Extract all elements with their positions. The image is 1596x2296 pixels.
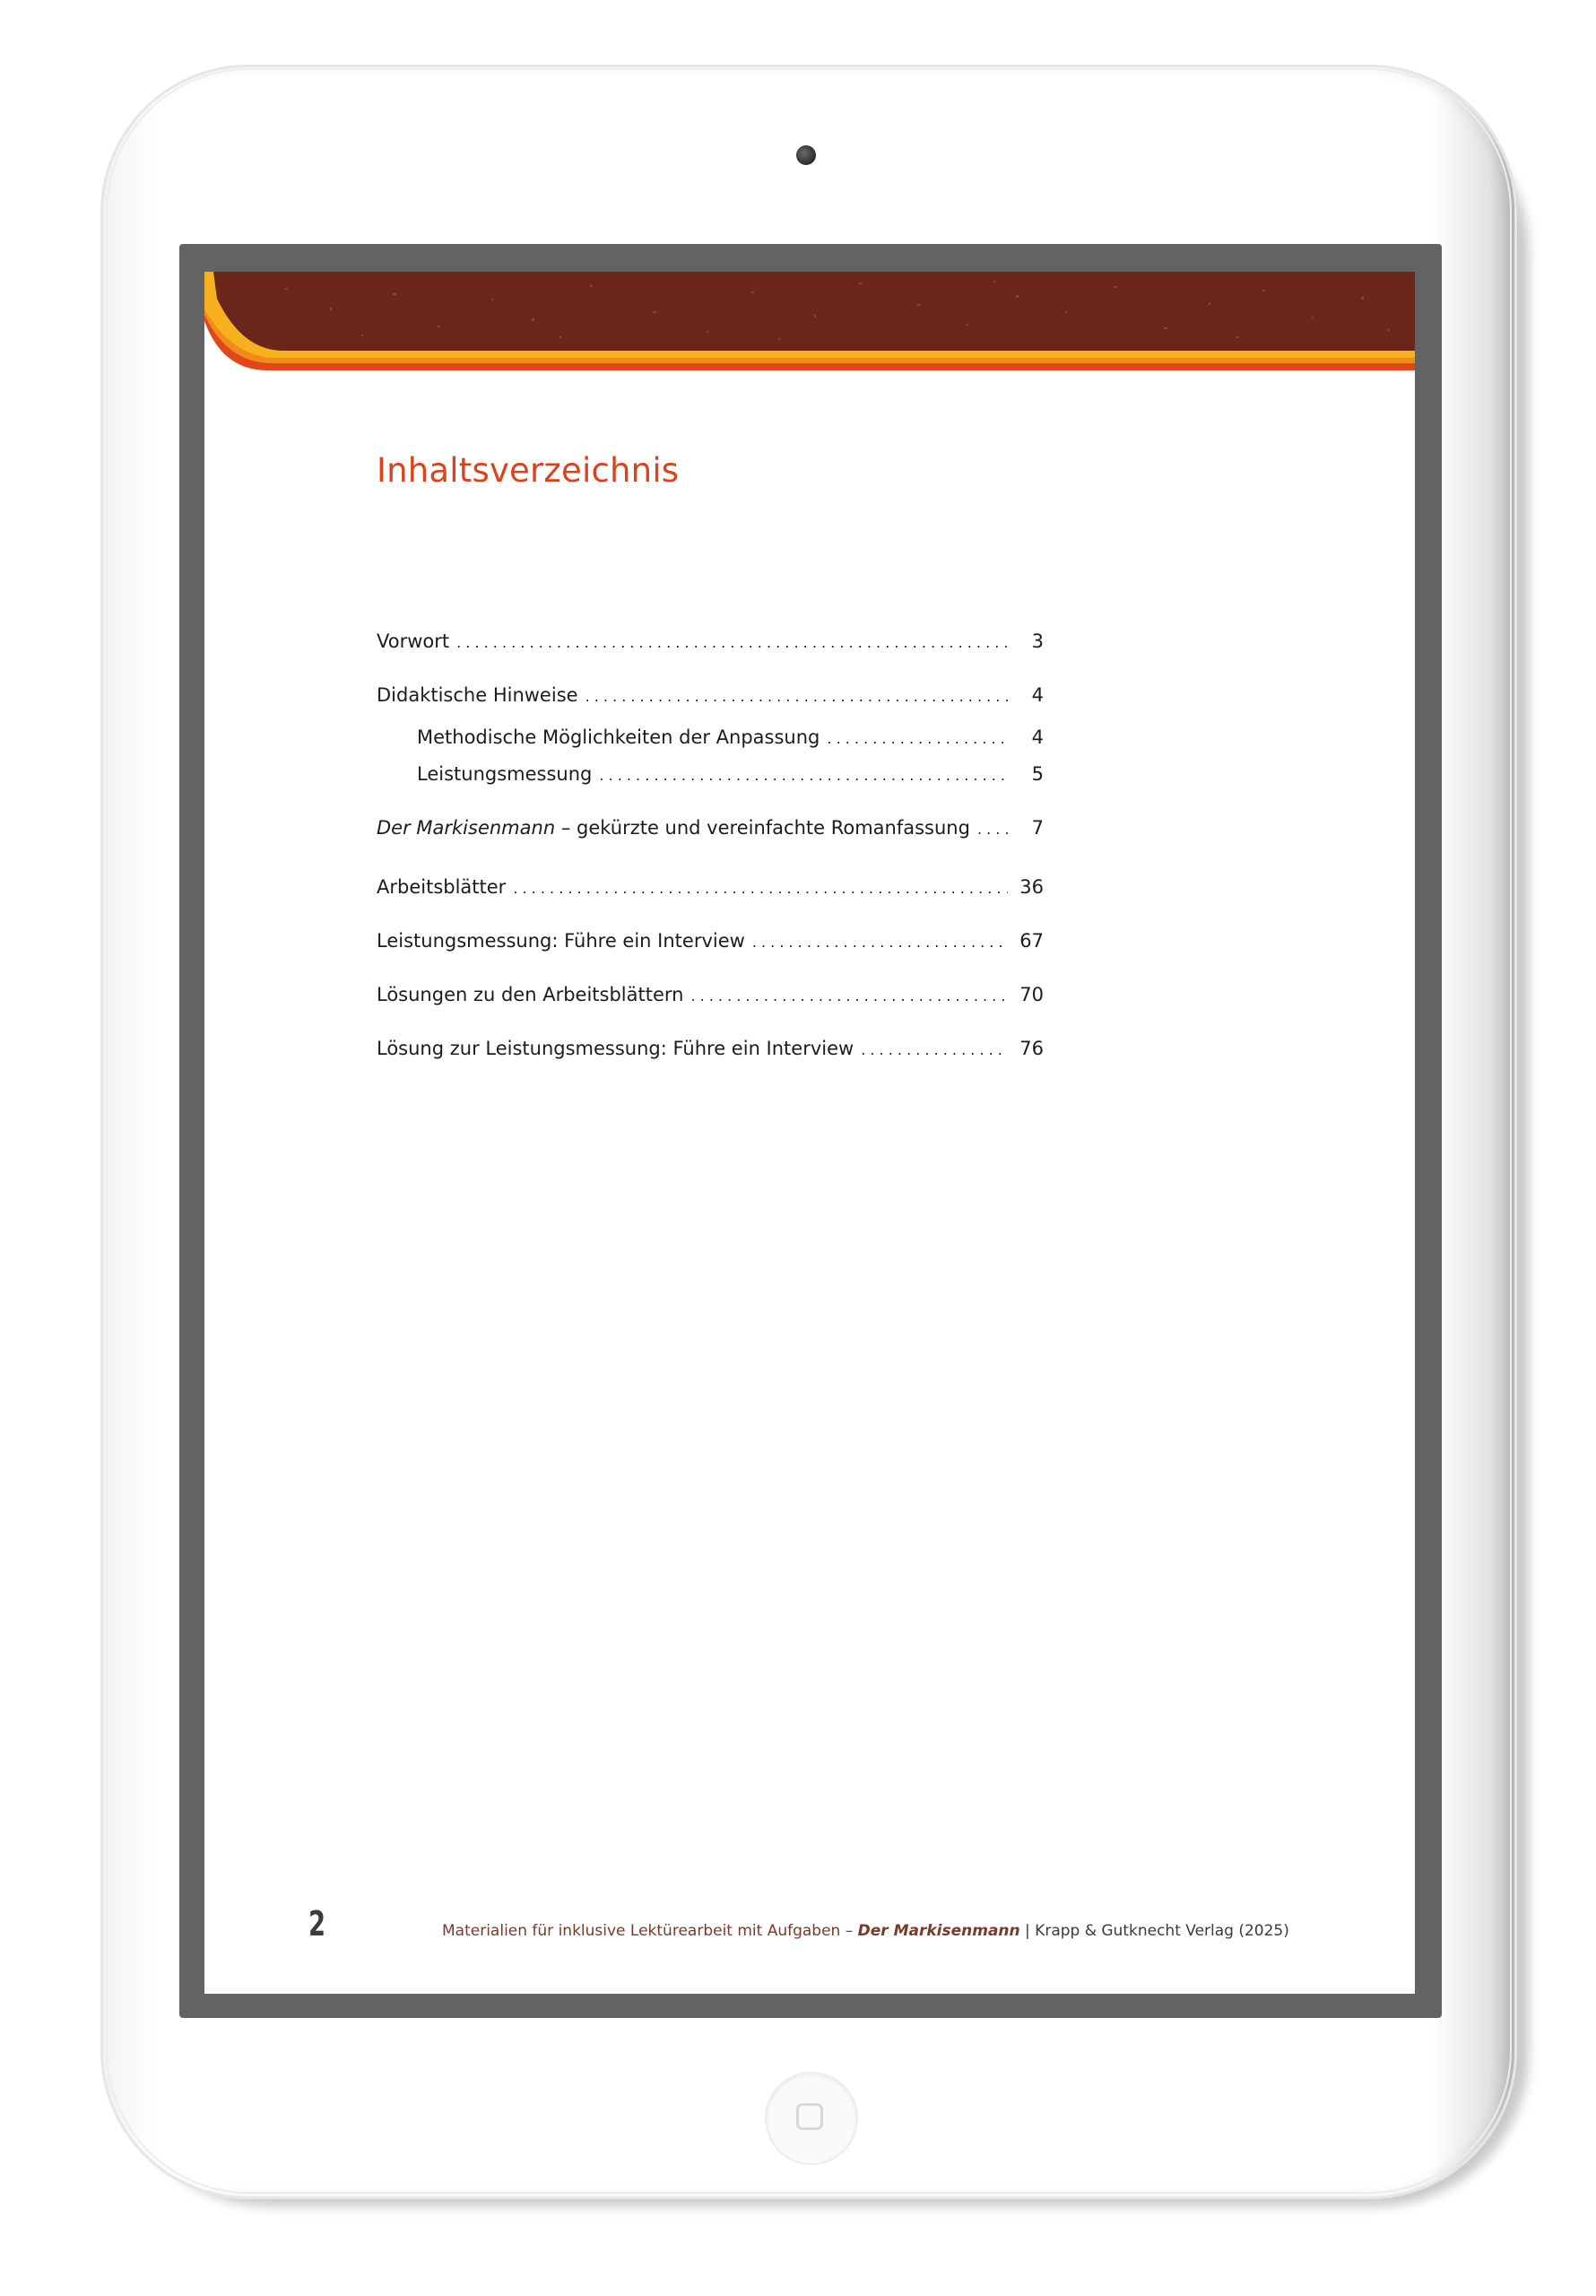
toc-entry-label: Lösungen zu den Arbeitsblättern bbox=[377, 984, 684, 1005]
toc-entry-loesungen-arbeitsblaetter[interactable] bbox=[377, 984, 1044, 1005]
dot-leader bbox=[977, 817, 1008, 839]
book-title-italic: Der Markisenmann bbox=[377, 817, 556, 839]
page-number: 2 bbox=[308, 1904, 326, 1944]
toc-entry-page: 3 bbox=[1031, 631, 1044, 652]
toc-entry-page: 7 bbox=[1031, 817, 1044, 839]
toc-entry-label: Didaktische Hinweise bbox=[377, 684, 578, 706]
toc-entry-page: 36 bbox=[1019, 876, 1044, 898]
toc-entry-label bbox=[377, 817, 970, 839]
toc-entry-label: Lösung zur Leistungsmessung: Führe ein Interview bbox=[377, 1038, 854, 1059]
dot-leader bbox=[599, 763, 1008, 785]
camera-icon bbox=[796, 145, 816, 165]
dot-leader bbox=[861, 1038, 1008, 1059]
toc-entry-leistungsmessung[interactable] bbox=[417, 763, 1044, 785]
toc-entry-page: 70 bbox=[1019, 984, 1044, 1005]
dot-leader bbox=[690, 984, 1008, 1005]
page-title: Inhaltsverzeichnis bbox=[377, 451, 680, 490]
toc-entry-label: Leistungsmessung bbox=[417, 763, 593, 785]
toc-entry-page: 76 bbox=[1019, 1038, 1044, 1059]
toc-entry-label: Leistungsmessung: Führe ein Interview bbox=[377, 930, 745, 952]
dot-leader bbox=[456, 631, 1008, 652]
footer-series: Materialien für inklusive Lektürearbeit mit Aufgaben – bbox=[442, 1922, 858, 1940]
dot-leader bbox=[513, 876, 1008, 898]
toc-entry-page: 67 bbox=[1019, 930, 1044, 952]
toc-entry-leistungsmessung-interview[interactable] bbox=[377, 930, 1044, 952]
home-button[interactable] bbox=[765, 2072, 858, 2165]
footer-book-title: Der Markisenmann bbox=[857, 1922, 1020, 1940]
toc-entry-label: Arbeitsblätter bbox=[377, 876, 507, 898]
toc-entry-page: 4 bbox=[1031, 726, 1044, 748]
toc-entry-label-rest: – gekürzte und vereinfachte Romanfassung bbox=[555, 817, 970, 839]
toc-entry-arbeitsblaetter[interactable] bbox=[377, 876, 1044, 898]
toc-entry-label: Methodische Möglichkeiten der Anpassung bbox=[417, 726, 820, 748]
header-banner bbox=[204, 272, 1415, 370]
toc-entry-label: Vorwort bbox=[377, 631, 450, 652]
document-page bbox=[204, 272, 1415, 1994]
footer-publisher: | Krapp & Gutknecht Verlag (2025) bbox=[1019, 1922, 1289, 1940]
toc-entry-methodische-moeglichkeiten[interactable] bbox=[417, 726, 1044, 748]
dot-leader bbox=[585, 684, 1008, 706]
dot-leader bbox=[752, 930, 1008, 952]
toc-entry-didaktische-hinweise[interactable] bbox=[377, 684, 1044, 706]
page-footer bbox=[442, 1922, 1289, 1940]
toc-entry-page: 5 bbox=[1031, 763, 1044, 785]
dot-leader bbox=[827, 726, 1008, 748]
toc-entry-romanfassung[interactable] bbox=[377, 817, 1044, 839]
toc-entry-loesung-leistungsmessung[interactable] bbox=[377, 1038, 1044, 1059]
toc-entry-vorwort[interactable] bbox=[377, 631, 1044, 652]
home-square-icon bbox=[796, 2103, 823, 2130]
toc-entry-page: 4 bbox=[1031, 684, 1044, 706]
